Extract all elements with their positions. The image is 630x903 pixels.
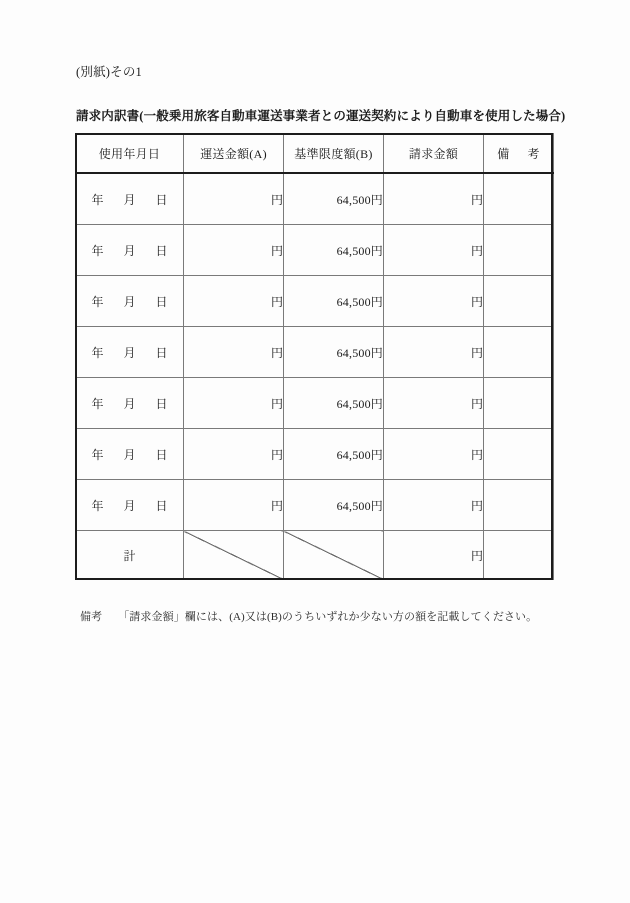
cell-remarks[interactable] bbox=[484, 276, 554, 327]
date-month-label: 月 bbox=[123, 345, 136, 360]
cell-date[interactable] bbox=[76, 225, 184, 276]
cell-remarks[interactable] bbox=[484, 480, 554, 531]
document-label: (別紙)その1 bbox=[76, 65, 142, 79]
date-day-label: 日 bbox=[155, 345, 168, 360]
cell-standard-limit: 64,500円 bbox=[284, 429, 384, 480]
cell-transport-amount[interactable]: 円 bbox=[184, 480, 284, 531]
table-body bbox=[76, 173, 554, 580]
table-row bbox=[76, 225, 554, 276]
table-row bbox=[76, 276, 554, 327]
cell-date[interactable] bbox=[76, 429, 184, 480]
total-billed-amount[interactable]: 円 bbox=[384, 531, 484, 580]
cell-billed-amount[interactable]: 円 bbox=[384, 276, 484, 327]
cell-transport-amount[interactable]: 円 bbox=[184, 276, 284, 327]
cell-date[interactable] bbox=[76, 173, 184, 225]
date-day-label: 日 bbox=[155, 396, 168, 411]
cell-transport-amount[interactable]: 円 bbox=[184, 378, 284, 429]
cell-billed-amount[interactable]: 円 bbox=[384, 480, 484, 531]
cell-remarks[interactable] bbox=[484, 378, 554, 429]
column-header-transport-amount: 運送金額(A) bbox=[184, 134, 284, 174]
table-row bbox=[76, 327, 554, 378]
date-day-label: 日 bbox=[155, 447, 168, 462]
table-row bbox=[76, 378, 554, 429]
date-month-label: 月 bbox=[123, 396, 136, 411]
cell-standard-limit: 64,500円 bbox=[284, 225, 384, 276]
billing-table bbox=[75, 133, 554, 580]
cell-billed-amount[interactable]: 円 bbox=[384, 378, 484, 429]
total-label: 計 bbox=[76, 531, 184, 580]
cell-transport-amount[interactable]: 円 bbox=[184, 327, 284, 378]
table-row bbox=[76, 429, 554, 480]
cell-standard-limit: 64,500円 bbox=[284, 378, 384, 429]
table-total-row bbox=[76, 531, 554, 580]
table-header-row bbox=[76, 134, 554, 174]
cell-transport-amount[interactable]: 円 bbox=[184, 225, 284, 276]
cell-billed-amount[interactable]: 円 bbox=[384, 429, 484, 480]
cell-transport-amount[interactable]: 円 bbox=[184, 429, 284, 480]
date-year-label: 年 bbox=[91, 498, 104, 513]
column-header-standard-limit: 基準限度額(B) bbox=[284, 134, 384, 174]
cell-date[interactable] bbox=[76, 480, 184, 531]
date-day-label: 日 bbox=[155, 498, 168, 513]
total-remarks[interactable] bbox=[484, 531, 554, 580]
date-day-label: 日 bbox=[155, 294, 168, 309]
date-month-label: 月 bbox=[123, 243, 136, 258]
cell-standard-limit: 64,500円 bbox=[284, 327, 384, 378]
column-header-remarks-char2: 考 bbox=[527, 146, 540, 161]
date-year-label: 年 bbox=[91, 243, 104, 258]
column-header-remarks bbox=[484, 134, 554, 174]
date-month-label: 月 bbox=[123, 294, 136, 309]
cell-standard-limit: 64,500円 bbox=[284, 276, 384, 327]
cell-standard-limit: 64,500円 bbox=[284, 173, 384, 225]
cell-billed-amount[interactable]: 円 bbox=[384, 327, 484, 378]
cell-remarks[interactable] bbox=[484, 225, 554, 276]
total-transport-amount-struck bbox=[184, 531, 284, 580]
cell-date[interactable] bbox=[76, 327, 184, 378]
billing-table-container bbox=[75, 133, 553, 580]
date-month-label: 月 bbox=[123, 498, 136, 513]
column-header-date: 使用年月日 bbox=[76, 134, 184, 174]
total-standard-limit-struck bbox=[284, 531, 384, 580]
date-year-label: 年 bbox=[91, 345, 104, 360]
column-header-remarks-char1: 備 bbox=[497, 146, 510, 161]
cell-remarks[interactable] bbox=[484, 327, 554, 378]
date-year-label: 年 bbox=[91, 396, 104, 411]
date-month-label: 月 bbox=[123, 447, 136, 462]
date-month-label: 月 bbox=[123, 192, 136, 207]
page-title: 請求内訳書(一般乗用旅客自動車運送事業者との運送契約により自動車を使用した場合) bbox=[76, 109, 566, 123]
cell-remarks[interactable] bbox=[484, 429, 554, 480]
cell-date[interactable] bbox=[76, 378, 184, 429]
table-row bbox=[76, 173, 554, 225]
date-year-label: 年 bbox=[91, 447, 104, 462]
cell-remarks[interactable] bbox=[484, 173, 554, 225]
footnote bbox=[80, 608, 537, 624]
date-year-label: 年 bbox=[91, 192, 104, 207]
cell-date[interactable] bbox=[76, 276, 184, 327]
cell-standard-limit: 64,500円 bbox=[284, 480, 384, 531]
table-row bbox=[76, 480, 554, 531]
date-year-label: 年 bbox=[91, 294, 104, 309]
date-day-label: 日 bbox=[155, 243, 168, 258]
cell-billed-amount[interactable]: 円 bbox=[384, 173, 484, 225]
date-day-label: 日 bbox=[155, 192, 168, 207]
column-header-billed-amount: 請求金額 bbox=[384, 134, 484, 174]
table-header bbox=[76, 134, 554, 174]
cell-billed-amount[interactable]: 円 bbox=[384, 225, 484, 276]
footnote-text: 「請求金額」欄には、(A)又は(B)のうちいずれか少ない方の額を記載してください。 bbox=[118, 611, 538, 623]
cell-transport-amount[interactable]: 円 bbox=[184, 173, 284, 225]
footnote-label: 備考 bbox=[80, 611, 103, 623]
